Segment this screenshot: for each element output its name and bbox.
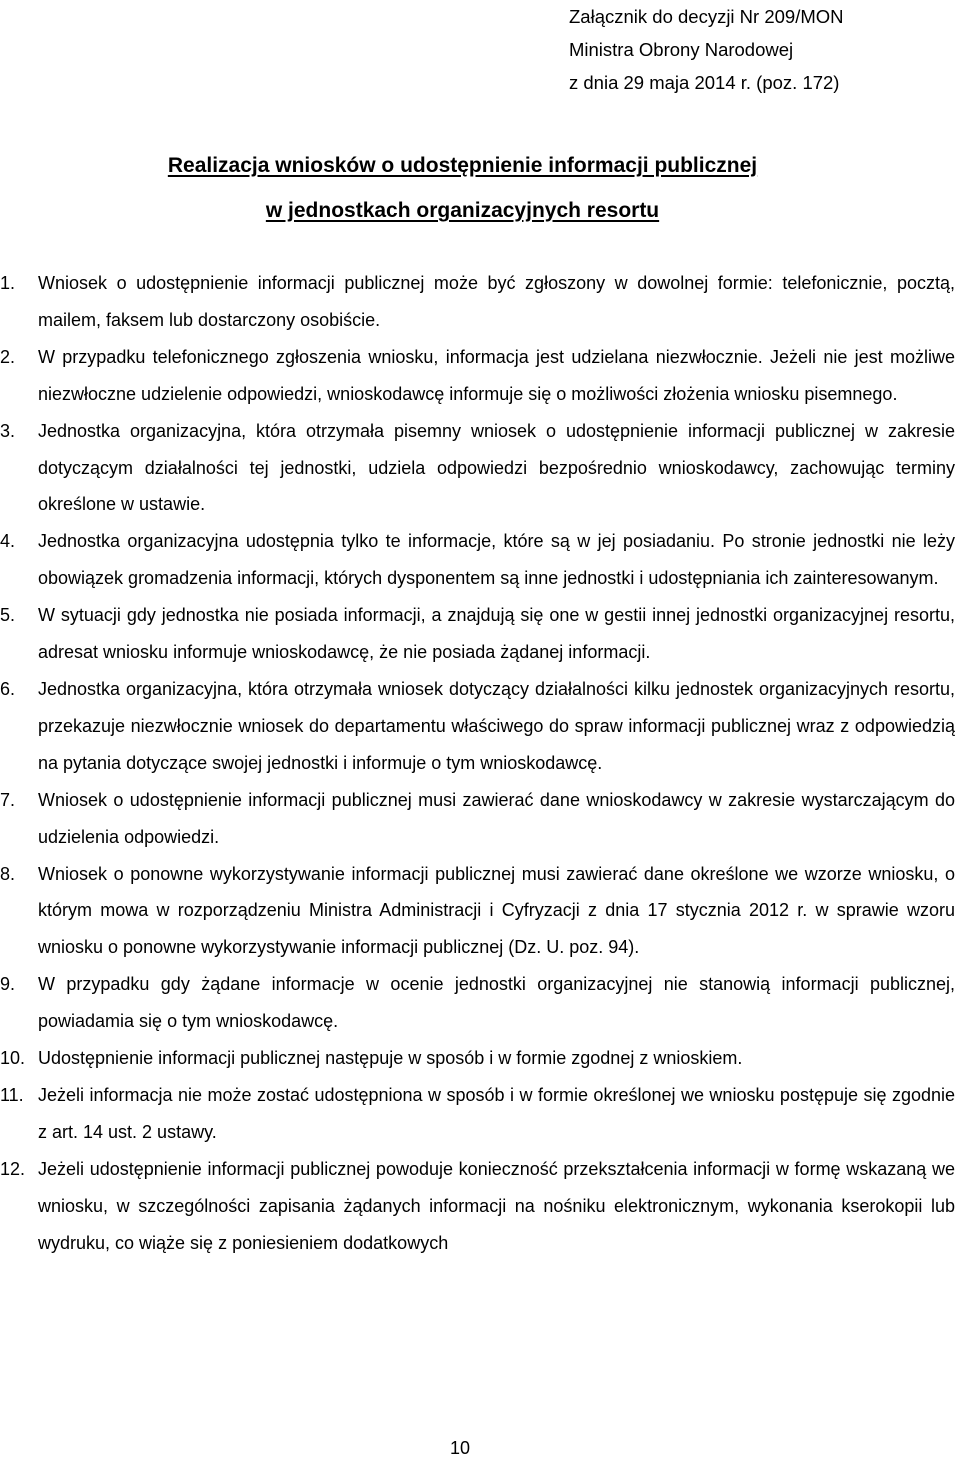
item-number: 7. — [0, 789, 16, 810]
list-item — [0, 1077, 960, 1151]
item-text: Wniosek o udostępnienie informacji publicznej musi zawierać dane wnioskodawcy w zakresie wystarczającym do udzielenia odpowiedzi. — [38, 789, 955, 847]
item-text: Jednostka organizacyjna udostępnia tylko te informacje, które są w jej posiadaniu. Po stronie jednostki nie leży obowiązek gromadzenia informacji, których dysponentem są inne jednostki i udostępniania ich zainteresowanym. — [38, 531, 955, 589]
item-number: 6. — [0, 678, 16, 699]
item-text: Jeżeli informacja nie może zostać udostępniona w sposób i w formie określonej we wniosku postępuje się zgodnie z art. 14 ust. 2 ustawy. — [38, 1084, 955, 1142]
item-text: Jednostka organizacyjna, która otrzymała wniosek dotyczący działalności kilku jednostek organizacyjnych resortu, przekazuje niezwłocznie wniosek do departamentu właściwego do spraw informacji publicznej wraz z odpowiedzią na pytania dotyczące swojej jednostki i informuje o tym wnioskodawcę. — [38, 678, 955, 773]
item-number: 8. — [0, 863, 16, 884]
page-number: 10 — [449, 1438, 471, 1458]
item-number: 9. — [0, 974, 16, 995]
attachment-header — [569, 0, 844, 99]
title-line-1 — [0, 143, 925, 188]
list-item — [0, 523, 960, 597]
header-line: z dnia 29 maja 2014 r. (poz. 172) — [569, 72, 840, 93]
item-number: 5. — [0, 605, 16, 626]
document-title — [0, 143, 925, 233]
list-item — [0, 782, 960, 856]
header-line: Załącznik do decyzji Nr 209/MON — [569, 6, 844, 27]
item-number: 11. — [0, 1084, 24, 1105]
list-item — [0, 413, 960, 524]
list-item — [0, 671, 960, 782]
item-text: Wniosek o udostępnienie informacji publicznej może być zgłoszony w dowolnej formie: telefonicznie, pocztą, mailem, faksem lub dostarczony osobiście. — [38, 273, 955, 330]
item-text: Wniosek o ponowne wykorzystywanie informacji publicznej musi zawierać dane określone we wzorze wniosku, o którym mowa w rozporządzeniu Ministra Administracji i Cyfryzacji z dnia 17 stycznia 2012 r. w sprawie wzoru wniosku o ponowne wykorzystywanie informacji publicznej (Dz. U. poz. 94). — [38, 863, 955, 958]
list-item — [0, 1151, 960, 1262]
item-number: 10. — [0, 1048, 26, 1069]
list-item — [0, 265, 960, 339]
item-text: W przypadku gdy żądane informacje w ocenie jednostki organizacyjnej nie stanowią informacji publicznej, powiadamia się o tym wnioskodawcę. — [38, 974, 955, 1032]
header-line: Ministra Obrony Narodowej — [569, 39, 794, 60]
item-text: Udostępnienie informacji publicznej następuje w sposób i w formie zgodnej z wnioskiem. — [38, 1048, 743, 1069]
list-item — [0, 856, 960, 967]
list-item — [0, 597, 960, 671]
item-text: Jeżeli udostępnienie informacji publicznej powoduje konieczność przekształcenia informacji w formę wskazaną we wniosku, w szczególności zapisania żądanych informacji na nośniku elektronicznym, wykonania kserokopii lub wydruku, co wiąże się z poniesieniem dodatkowych — [38, 1158, 955, 1253]
list-item — [0, 339, 960, 413]
numbered-list — [0, 265, 960, 1261]
title-text-2: w jednostkach organizacyjnych resortu — [265, 199, 660, 222]
list-item — [0, 966, 960, 1040]
item-text: W sytuacji gdy jednostka nie posiada informacji, a znajdują się one w gestii innej jednostki organizacyjnej resortu, adresat wniosku informuje wnioskodawcę, że nie posiada żądanej informacji. — [38, 605, 955, 663]
item-text: W przypadku telefonicznego zgłoszenia wniosku, informacja jest udzielana niezwłocznie. Jeżeli nie jest możliwe niezwłoczne udzielenie odpowiedzi, wnioskodawcę informuje się o możliwości złożenia wniosku pisemnego. — [38, 346, 955, 404]
item-number: 2. — [0, 346, 16, 367]
item-number: 4. — [0, 531, 16, 552]
title-line-2 — [0, 188, 925, 233]
item-number: 1. — [0, 273, 16, 293]
title-text-1: Realizacja wniosków o udostępnienie informacji publicznej — [167, 154, 758, 177]
item-number: 3. — [0, 420, 16, 441]
item-text: Jednostka organizacyjna, która otrzymała pisemny wniosek o udostępnienie informacji publicznej w zakresie dotyczącym działalności tej jednostki, udziela odpowiedzi bezpośrednio wnioskodawcy, zachowując terminy określone w ustawie. — [38, 420, 955, 515]
list-item — [0, 1040, 960, 1077]
item-number: 12. — [0, 1158, 26, 1179]
